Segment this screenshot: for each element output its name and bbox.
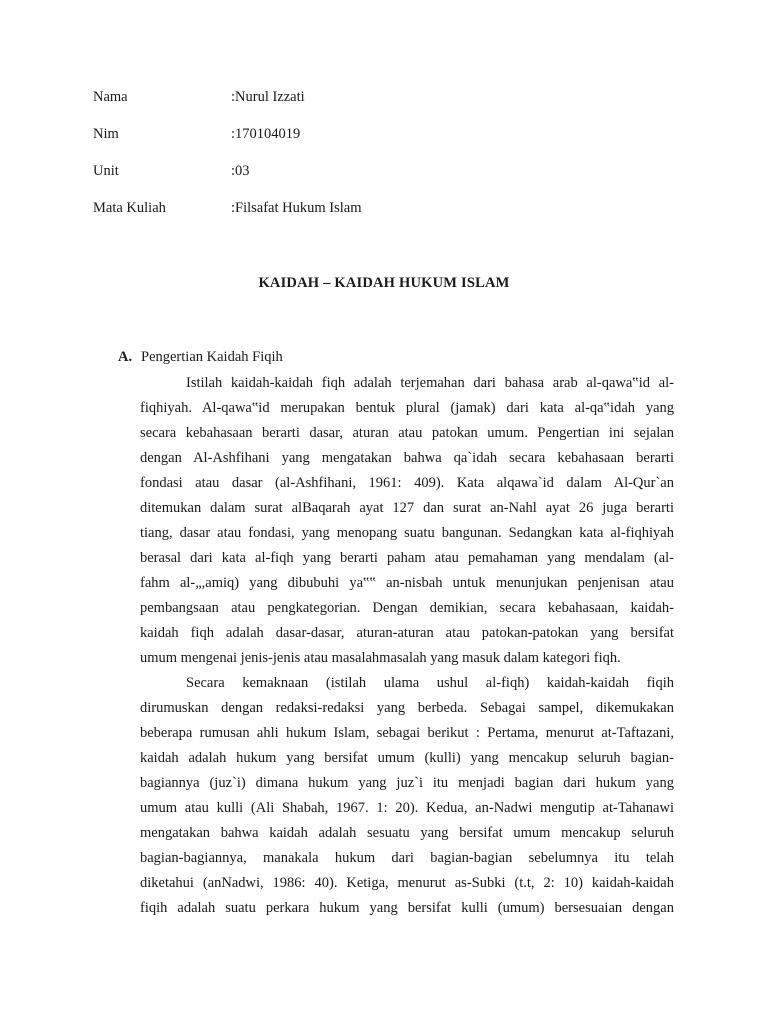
paragraph-line: bagian-bagiannya, manakala hukum dari bagian-bagian sebelumnya itu telah (140, 850, 674, 866)
paragraph-line: fondasi atau dasar (al-Ashfihani, 1961: 409). Kata alqawa`id dalam Al-Qur`an (140, 475, 674, 491)
info-value: :03 (231, 163, 250, 179)
info-value: :Nurul Izzati (231, 89, 305, 105)
paragraph-line: secara kebahasaan berarti dasar, aturan atau patokan umum. Pengertian ini sejalan (140, 425, 674, 441)
paragraph-line: umum atau kulli (Ali Shabah, 1967. 1: 20). Kedua, an-Nadwi mengutip at-Tahanawi (140, 800, 674, 816)
info-value: :Filsafat Hukum Islam (231, 200, 362, 216)
section-heading-text: Pengertian Kaidah Fiqih (141, 349, 283, 365)
paragraph-line: pembangsaan atau pengkategorian. Dengan demikian, secara kebahasaan, kaidah- (140, 600, 674, 616)
paragraph-line: diketahui (anNadwi, 1986: 40). Ketiga, menurut as-Subki (t.t, 2: 10) kaidah-kaidah (140, 875, 674, 891)
paragraph-line: fiqhiyah. Al-qawa‟id merupakan bentuk plural (jamak) dari kata al-qa‟idah yang (140, 400, 674, 416)
paragraph-line: tiang, dasar atau fondasi, yang menopang suatu bangunan. Sedangkan kata al-fiqhiyah (140, 525, 674, 541)
paragraph-line: ditemukan dalam surat alBaqarah ayat 127 dan surat an-Nahl ayat 26 juga berarti (140, 500, 674, 516)
paragraph-line: dirumuskan dengan redaksi-redaksi yang berbeda. Sebagai sampel, dikemukakan (140, 700, 674, 716)
paragraph-line: kaidah fiqh adalah dasar-dasar, aturan-aturan atau patokan-patokan yang bersifat (140, 625, 674, 641)
section-letter: A. (118, 349, 133, 365)
info-label: Nim (93, 126, 119, 142)
paragraph-line: dengan Al-Ashfihani yang mengatakan bahwa qa`idah secara kebahasaan berarti (140, 450, 674, 466)
paragraph-line: mengatakan bahwa kaidah adalah sesuatu yang bersifat umum mencakup seluruh (140, 825, 674, 841)
info-label: Unit (93, 163, 119, 179)
info-value: :170104019 (231, 126, 301, 142)
info-label: Nama (93, 89, 128, 105)
section-heading (118, 347, 283, 367)
paragraph-line: Secara kemaknaan (istilah ulama ushul al-fiqh) kaidah-kaidah fiqih (186, 675, 674, 691)
document-title: KAIDAH – KAIDAH HUKUM ISLAM (258, 275, 510, 291)
paragraph-line: fiqih adalah suatu perkara hukum yang bersifat kulli (umum) bersesuaian dengan (140, 900, 674, 916)
paragraph-line: bagiannya (juz`i) dimana hukum yang juz`i itu menjadi bagian dari hukum yang (140, 775, 674, 791)
paragraph-line: Istilah kaidah-kaidah fiqh adalah terjemahan dari bahasa arab al-qawa‟id al- (186, 375, 674, 391)
paragraph-line: umum mengenai jenis-jenis atau masalahmasalah yang masuk dalam kategori fiqh. (140, 650, 621, 666)
paragraph-line: fahm al-„,amiq) yang dibubuhi ya‟‟ an-nisbah untuk menunjukan penjenisan atau (140, 575, 674, 591)
paragraph-line: beberapa rumusan ahli hukum Islam, sebagai berikut : Pertama, menurut at-Taftazani, (140, 725, 674, 741)
paragraph-line: berasal dari kata al-fiqh yang berarti paham atau pemahaman yang mendalam (al- (140, 550, 674, 566)
info-label: Mata Kuliah (93, 200, 166, 216)
paragraph-line: kaidah adalah hukum yang bersifat umum (kulli) yang mencakup seluruh bagian- (140, 750, 674, 766)
